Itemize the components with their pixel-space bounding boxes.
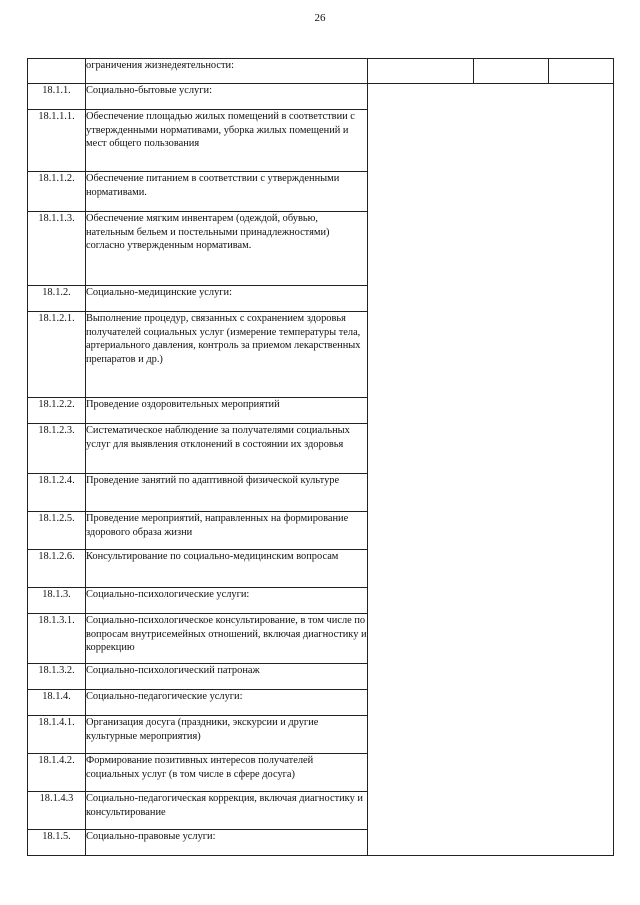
row-text: Проведение занятий по адаптивной физической культуре [86,474,368,512]
row-number: 18.1.4.2. [28,754,86,792]
row-number: 18.1.4.1. [28,716,86,754]
row-text: Систематическое наблюдение за получателями социальных услуг для выявления отклонений в состоянии их здоровья [86,424,368,474]
row-text: Выполнение процедур, связанных с сохранением здоровья получателей социальных услуг (измерение температуры тела, артериального давления, контроль за приемом лекарственных препаратов и др.) [86,312,368,398]
row-number: 18.1.2.1. [28,312,86,398]
row-number: 18.1.4.3 [28,792,86,830]
table-row-header-continuation [28,59,614,84]
services-table [27,58,614,856]
num-cell [28,59,86,84]
row-text: Социально-педагогические услуги: [86,690,368,716]
row-number: 18.1.2.5. [28,512,86,550]
blank-cell [368,59,474,84]
row-text: Социально-бытовые услуги: [86,84,368,110]
row-number: 18.1.2.6. [28,550,86,588]
row-text: Консультирование по социально-медицинским вопросам [86,550,368,588]
row-text: Социально-психологический патронаж [86,664,368,690]
row-number: 18.1.2.2. [28,398,86,424]
row-text: Социально-психологическое консультирование, в том числе по вопросам внутрисемейных отношений, включая диагностику и коррекцию [86,614,368,664]
row-text: Проведение оздоровительных мероприятий [86,398,368,424]
row-number: 18.1.5. [28,830,86,856]
row-text: Обеспечение площадью жилых помещений в соответствии с утвержденными нормативами, уборка жилых помещений и мест общего пользования [86,110,368,172]
row-number: 18.1.3. [28,588,86,614]
table-row [28,84,614,110]
row-text: Обеспечение питанием в соответствии с утвержденными нормативами. [86,172,368,212]
row-number: 18.1.2. [28,286,86,312]
text-cell: ограничения жизнедеятельности: [86,59,368,84]
row-number: 18.1.3.1. [28,614,86,664]
row-text: Социально-правовые услуги: [86,830,368,856]
row-text: Социально-медицинские услуги: [86,286,368,312]
row-text: Социально-психологические услуги: [86,588,368,614]
row-text: Формирование позитивных интересов получателей социальных услуг (в том числе в сфере досуга) [86,754,368,792]
merged-blank-cell [368,84,614,856]
row-text: Обеспечение мягким инвентарем (одеждой, обувью, нательным бельем и постельными принадлежностями) согласно утвержденным нормативам. [86,212,368,286]
page-number: 26 [314,12,326,24]
row-number: 18.1.1. [28,84,86,110]
row-number: 18.1.3.2. [28,664,86,690]
row-text: Проведение мероприятий, направленных на формирование здорового образа жизни [86,512,368,550]
row-number: 18.1.2.3. [28,424,86,474]
row-text: Социально-педагогическая коррекция, включая диагностику и консультирование [86,792,368,830]
row-number: 18.1.2.4. [28,474,86,512]
row-number: 18.1.4. [28,690,86,716]
row-number: 18.1.1.3. [28,212,86,286]
blank-cell [549,59,614,84]
row-number: 18.1.1.2. [28,172,86,212]
row-number: 18.1.1.1. [28,110,86,172]
blank-cell [474,59,549,84]
row-text: Организация досуга (праздники, экскурсии и другие культурные мероприятия) [86,716,368,754]
